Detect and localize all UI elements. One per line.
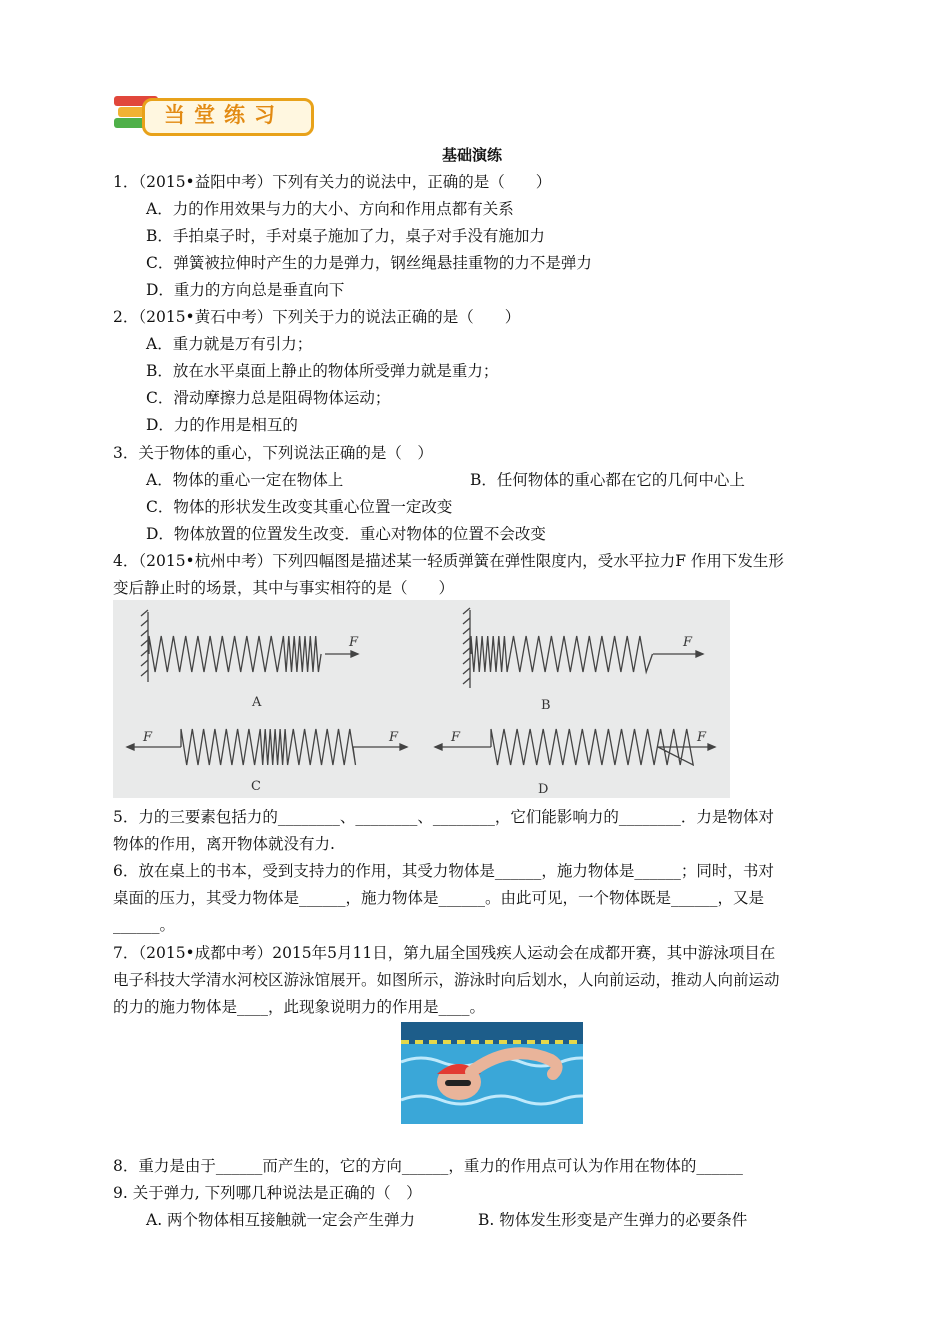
q2-option-c: C．滑动摩擦力总是阻碍物体运动； [146, 389, 391, 407]
q3-stem: 3．关于物体的重心，下列说法正确的是（ ） [113, 444, 433, 462]
q8-line: 8．重力是由于______而产生的，它的方向______，重力的作用点可认为作用在物体的______ [113, 1157, 743, 1175]
force-label-c-left: F [143, 730, 153, 745]
q5-line1: 5．力的三要素包括力的________、________、________，它们能影响力的________．力是物体对 [113, 808, 774, 826]
q7-line3: 的力的施力物体是____，此现象说明力的作用是____。 [113, 998, 486, 1016]
q2-stem: 2．（2015•黄石中考）下列关于力的说法正确的是（ ） [113, 308, 521, 326]
q2-option-d: D．力的作用是相互的 [146, 416, 298, 434]
badge-label: 当堂练习 [164, 103, 284, 127]
force-label-d-right: F [697, 730, 707, 745]
swimmer-photo [401, 1022, 583, 1124]
q7-line1: 7．（2015•成都中考）2015年5月11日，第九届全国残疾人运动会在成都开赛，其中游泳项目在 [113, 944, 776, 962]
q2-option-b: B．放在水平桌面上静止的物体所受弹力就是重力； [146, 362, 499, 380]
caption-a: A [252, 695, 262, 710]
q1-option-a: A．力的作用效果与力的大小、方向和作用点都有关系 [146, 200, 514, 218]
q3-option-c: C．物体的形状发生改变其重心位置一定改变 [146, 498, 453, 516]
q3-option-b: B．任何物体的重心都在它的几何中心上 [470, 471, 745, 489]
q6-line2: 桌面的压力，其受力物体是______，施力物体是______。由此可见，一个物体既是______，又是 [113, 889, 765, 907]
section-title: 基础演练 [442, 146, 503, 164]
q9-option-a: A. 两个物体相互接触就一定会产生弹力 [146, 1211, 416, 1229]
q1-option-d: D．重力的方向总是垂直向下 [146, 281, 345, 299]
force-label-a: F [349, 635, 359, 650]
spring-a [141, 610, 358, 682]
force-label-d-left: F [451, 730, 461, 745]
caption-b: B [541, 698, 551, 713]
spring-b [463, 608, 703, 688]
spring-d [435, 729, 715, 765]
q5-line2: 物体的作用，离开物体就没有力. [113, 835, 335, 853]
q9-stem: 9. 关于弹力, 下列哪几种说法是正确的（ ） [113, 1184, 422, 1202]
q6-line3: ______。 [113, 916, 176, 934]
q6-line1: 6．放在桌上的书本，受到支持力的作用，其受力物体是______，施力物体是______；同时，书对 [113, 862, 774, 880]
q3-option-d: D．物体放置的位置发生改变．重心对物体的位置不会改变 [146, 525, 546, 543]
q9-option-b: B. 物体发生形变是产生弹力的必要条件 [478, 1211, 748, 1229]
caption-c: C [251, 779, 261, 794]
q4-stem-line1: 4．（2015•杭州中考）下列四幅图是描述某一轻质弹簧在弹性限度内，受水平拉力F 作用下发生形 [113, 552, 784, 570]
q1-option-c: C．弹簧被拉伸时产生的力是弹力，钢丝绳悬挂重物的力不是弹力 [146, 254, 592, 272]
spring-figure [113, 600, 730, 798]
q7-line2: 电子科技大学清水河校区游泳馆展开。如图所示，游泳时向后划水，人向前运动，推动人向前运动 [113, 971, 780, 989]
practice-badge [112, 90, 312, 138]
caption-d: D [538, 782, 549, 797]
q1-stem: 1．（2015•益阳中考）下列有关力的说法中，正确的是（ ） [113, 173, 552, 191]
spring-diagram [113, 600, 730, 798]
q2-option-a: A．重力就是万有引力； [146, 335, 313, 353]
q3-option-a: A．物体的重心一定在物体上 [146, 471, 344, 489]
spring-c [127, 729, 407, 765]
force-label-c-right: F [389, 730, 399, 745]
q1-option-b: B．手拍桌子时，手对桌子施加了力，桌子对手没有施加力 [146, 227, 545, 245]
q4-stem-line2: 变后静止时的场景，其中与事实相符的是（ ） [113, 579, 455, 597]
force-label-b: F [683, 635, 693, 650]
